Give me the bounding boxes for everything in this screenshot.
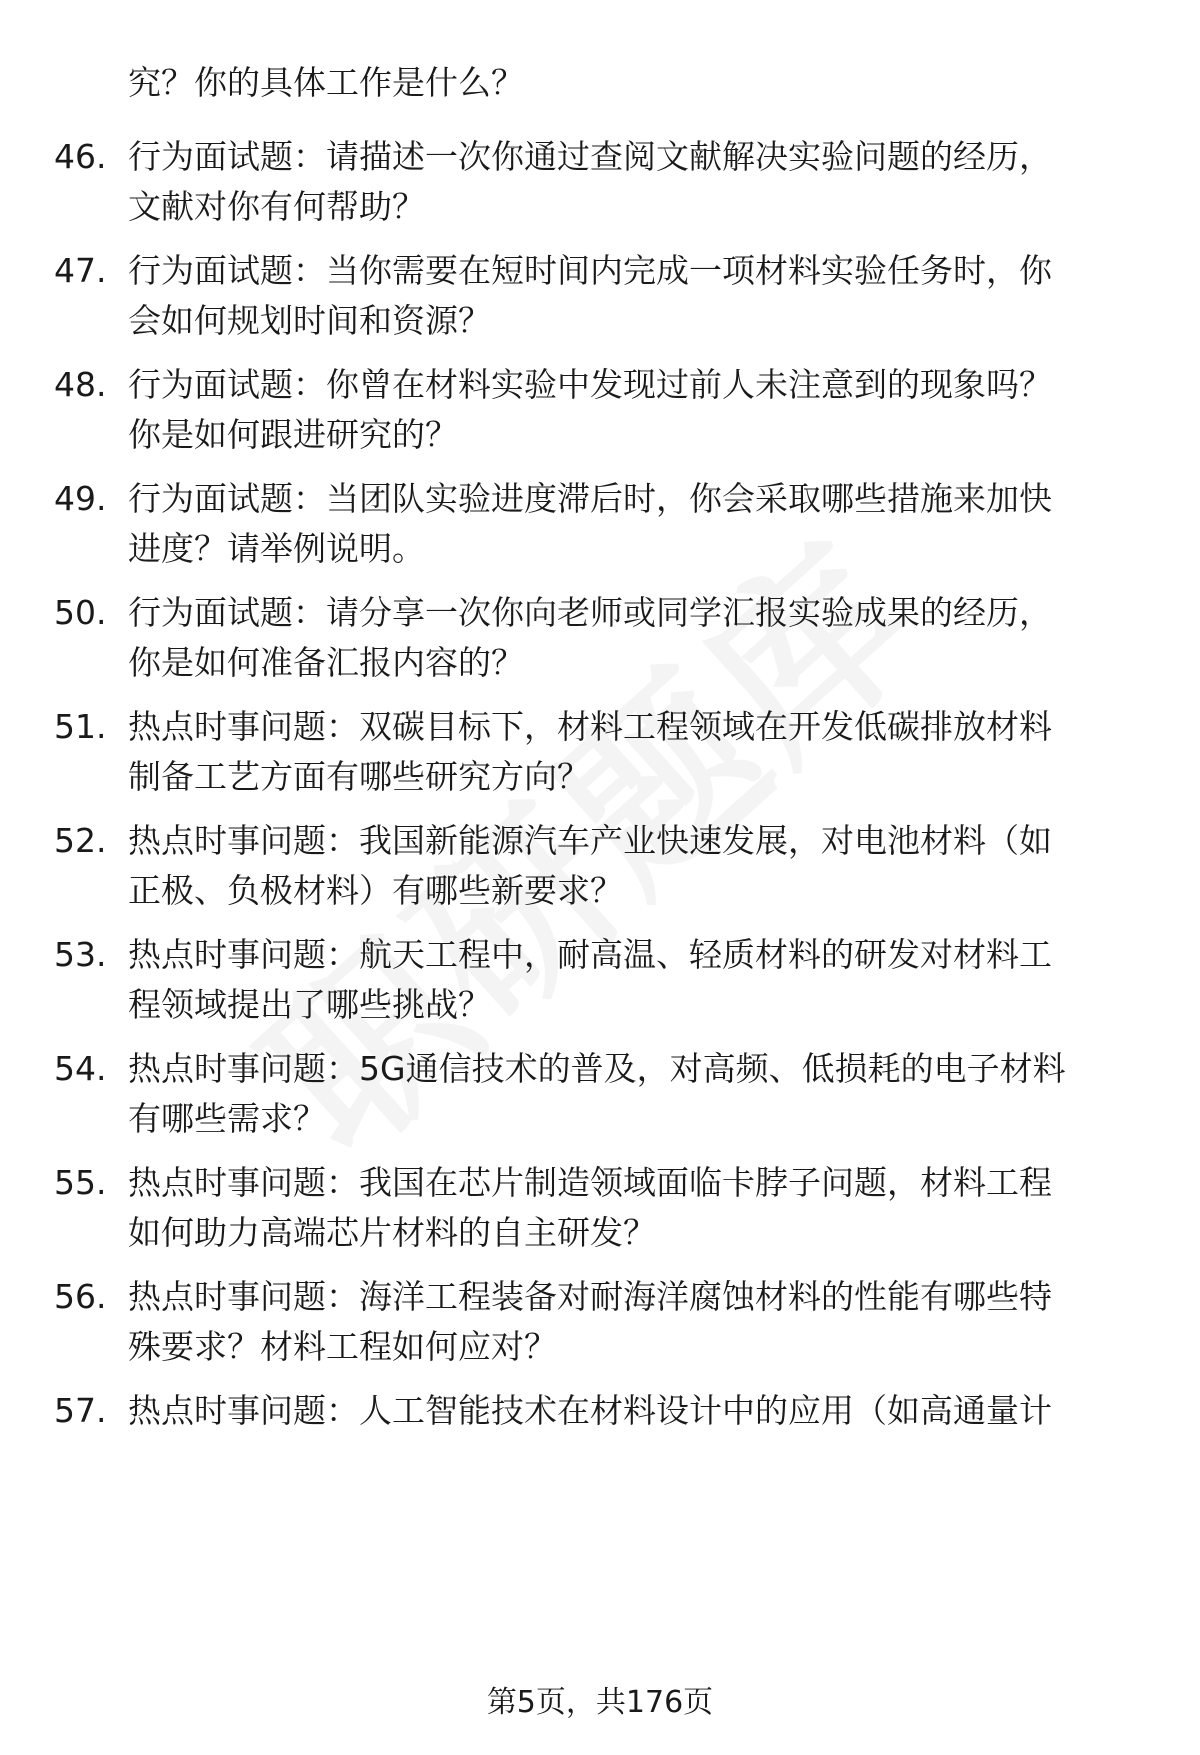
question-number: 57. [54, 1391, 107, 1430]
question-number: 46. [54, 137, 107, 176]
question-number: 49. [54, 479, 107, 518]
question-number: 48. [54, 365, 107, 404]
question-line: 会如何规划时间和资源？ [128, 301, 491, 340]
question-text [128, 1272, 1200, 1372]
question-number: 47. [54, 251, 107, 290]
question-line: 你是如何准备汇报内容的？ [128, 643, 524, 682]
question-number: 51. [54, 707, 107, 746]
question-line: 行为面试题：你曾在材料实验中发现过前人未注意到的现象吗？ [128, 365, 1052, 404]
question-number: 54. [54, 1049, 107, 1088]
question-line: 行为面试题：请分享一次你向老师或同学汇报实验成果的经历， [128, 593, 1052, 632]
question-text [128, 1386, 1200, 1436]
question-number: 56. [54, 1277, 107, 1316]
question-line: 行为面试题：请描述一次你通过查阅文献解决实验问题的经历， [128, 137, 1052, 176]
question-line: 如何助力高端芯片材料的自主研发？ [128, 1213, 656, 1252]
question-number: 53. [54, 935, 107, 974]
question-line: 有哪些需求？ [128, 1099, 326, 1138]
question-line: 热点时事问题：我国在芯片制造领域面临卡脖子问题，材料工程 [128, 1163, 1052, 1202]
question-number: 55. [54, 1163, 107, 1202]
question-line: 殊要求？材料工程如何应对？ [128, 1327, 557, 1366]
question-text [128, 702, 1200, 802]
question-line: 热点时事问题：航天工程中，耐高温、轻质材料的研发对材料工 [128, 935, 1052, 974]
question-line: 热点时事问题：5G通信技术的普及，对高频、低损耗的电子材料 [128, 1049, 1066, 1088]
question-line: 文献对你有何帮助？ [128, 187, 425, 226]
question-line: 进度？请举例说明。 [128, 529, 425, 568]
question-line: 制备工艺方面有哪些研究方向？ [128, 757, 590, 796]
carry-over-line: 究？你的具体工作是什么？ [128, 63, 524, 102]
question-line: 行为面试题：当你需要在短时间内完成一项材料实验任务时，你 [128, 251, 1052, 290]
page-footer: 第5页，共176页 [486, 1685, 714, 1720]
question-text [128, 1158, 1200, 1258]
question-line: 热点时事问题：海洋工程装备对耐海洋腐蚀材料的性能有哪些特 [128, 1277, 1052, 1316]
question-line: 程领域提出了哪些挑战？ [128, 985, 491, 1024]
question-number: 50. [54, 593, 107, 632]
question-line: 热点时事问题：我国新能源汽车产业快速发展，对电池材料（如 [128, 821, 1052, 860]
question-text [128, 1044, 1200, 1144]
question-text [128, 816, 1200, 916]
question-line: 正极、负极材料）有哪些新要求？ [128, 871, 623, 910]
question-line: 行为面试题：当团队实验进度滞后时，你会采取哪些措施来加快 [128, 479, 1052, 518]
question-text [128, 360, 1200, 460]
question-line: 热点时事问题：人工智能技术在材料设计中的应用（如高通量计 [128, 1391, 1052, 1430]
question-line: 热点时事问题：双碳目标下，材料工程领域在开发低碳排放材料 [128, 707, 1052, 746]
question-text [128, 588, 1200, 688]
question-text [128, 246, 1200, 346]
question-text [128, 132, 1200, 232]
question-line: 你是如何跟进研究的？ [128, 415, 458, 454]
question-text [128, 930, 1200, 1030]
question-number: 52. [54, 821, 107, 860]
question-text [128, 474, 1200, 574]
